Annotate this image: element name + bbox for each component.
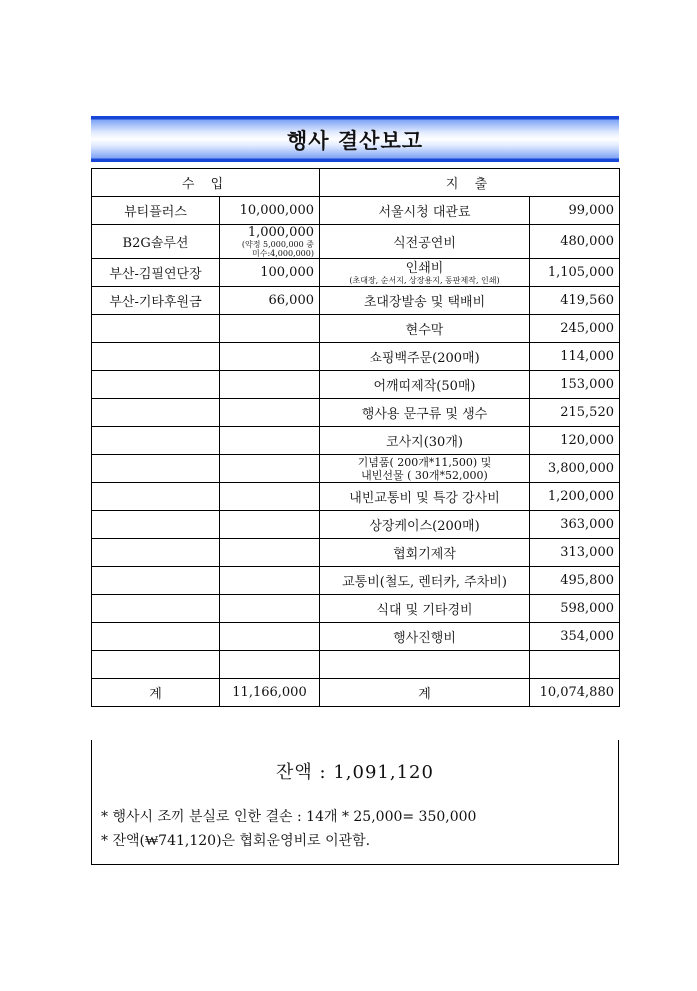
- table-row: [92, 427, 620, 455]
- expense-name: 인쇄비: [405, 260, 444, 276]
- expense-amount: 363,000: [530, 511, 620, 539]
- table-row: [92, 455, 620, 483]
- footnote: * 잔액(₩741,120)은 협회운영비로 이관함.: [101, 833, 371, 849]
- expense-name: 내빈교통비 및 특강 강사비: [320, 483, 530, 511]
- expense-amount: 1,105,000: [530, 259, 620, 287]
- expense-name: 식대 및 기타경비: [320, 595, 530, 623]
- income-name: 부산-김필연단장: [92, 259, 220, 287]
- expense-amount: 245,000: [530, 315, 620, 343]
- expense-amount: 215,520: [530, 399, 620, 427]
- table-row: [92, 623, 620, 651]
- header-row: [92, 169, 620, 197]
- income-name: 부산-기타후원금: [92, 287, 220, 315]
- expense-name: 기념품( 200개*11,500) 및: [357, 455, 492, 469]
- income-note: (약정 5,000,000 중: [241, 240, 314, 249]
- table-row: [92, 259, 620, 287]
- table-row: [92, 197, 620, 225]
- expense-amount: 120,000: [530, 427, 620, 455]
- expense-sub-note: (초대장, 순서지, 상장용지, 동판제작, 인쇄): [349, 275, 500, 285]
- empty-row: [92, 651, 620, 679]
- income-amount: 66,000: [220, 287, 320, 315]
- expense-name: 교통비(철도, 렌터카, 주차비): [320, 567, 530, 595]
- income-amount: 100,000: [220, 259, 320, 287]
- income-total: 11,166,000: [220, 679, 320, 707]
- table-row: [92, 483, 620, 511]
- page-title: 행사 결산보고: [286, 129, 424, 153]
- table-row: [92, 371, 620, 399]
- expense-name: 어깨띠제작(50매): [320, 371, 530, 399]
- footnote: * 행사시 조끼 분실로 인한 결손 : 14개 * 25,000= 350,000: [101, 809, 477, 825]
- table-row: [92, 539, 620, 567]
- expense-name-cell: [320, 455, 530, 483]
- table-row: [92, 399, 620, 427]
- expense-name: 협회기제작: [320, 539, 530, 567]
- ledger-table: [91, 168, 620, 707]
- expense-name: 행사진행비: [320, 623, 530, 651]
- expense-total-label: 계: [320, 679, 530, 707]
- table-row: [92, 225, 620, 259]
- expense-amount: 99,000: [530, 197, 620, 225]
- expense-name: 쇼핑백주문(200매): [320, 343, 530, 371]
- expense-amount: 598,000: [530, 595, 620, 623]
- expense-header: 지 출: [320, 169, 620, 197]
- income-amount-cell: [220, 225, 320, 259]
- table-row: [92, 287, 620, 315]
- table-row: [92, 511, 620, 539]
- title-band: [91, 116, 619, 162]
- income-total-label: 계: [92, 679, 220, 707]
- table-row: [92, 343, 620, 371]
- income-amount: 10,000,000: [220, 197, 320, 225]
- expense-amount: 153,000: [530, 371, 620, 399]
- income-amount: 1,000,000: [247, 225, 314, 240]
- summary-box: [91, 740, 619, 865]
- expense-name: 현수막: [320, 315, 530, 343]
- expense-name: 서울시청 대관료: [320, 197, 530, 225]
- income-name: 뷰티플러스: [92, 197, 220, 225]
- expense-name-cell: [320, 259, 530, 287]
- expense-amount: 3,800,000: [530, 455, 620, 483]
- table-row: [92, 595, 620, 623]
- table-row: [92, 315, 620, 343]
- income-name: B2G솔루션: [92, 225, 220, 259]
- totals-row: [92, 679, 620, 707]
- expense-amount: 313,000: [530, 539, 620, 567]
- expense-amount: 495,800: [530, 567, 620, 595]
- income-note: 미수:4,000,000): [252, 249, 314, 258]
- expense-name: 초대장발송 및 택배비: [320, 287, 530, 315]
- expense-amount: 1,200,000: [530, 483, 620, 511]
- expense-amount: 480,000: [530, 225, 620, 259]
- expense-name: 식전공연비: [320, 225, 530, 259]
- expense-name: 상장케이스(200매): [320, 511, 530, 539]
- expense-amount: 114,000: [530, 343, 620, 371]
- expense-amount: 419,560: [530, 287, 620, 315]
- expense-name: 행사용 문구류 및 생수: [320, 399, 530, 427]
- expense-total: 10,074,880: [530, 679, 620, 707]
- balance-text: 잔액 : 1,091,120: [276, 762, 434, 783]
- expense-name-line2: 내빈선물 ( 30개*52,000): [361, 468, 488, 482]
- expense-amount: 354,000: [530, 623, 620, 651]
- table-row: [92, 567, 620, 595]
- income-header: 수 입: [92, 169, 320, 197]
- expense-name: 코사지(30개): [320, 427, 530, 455]
